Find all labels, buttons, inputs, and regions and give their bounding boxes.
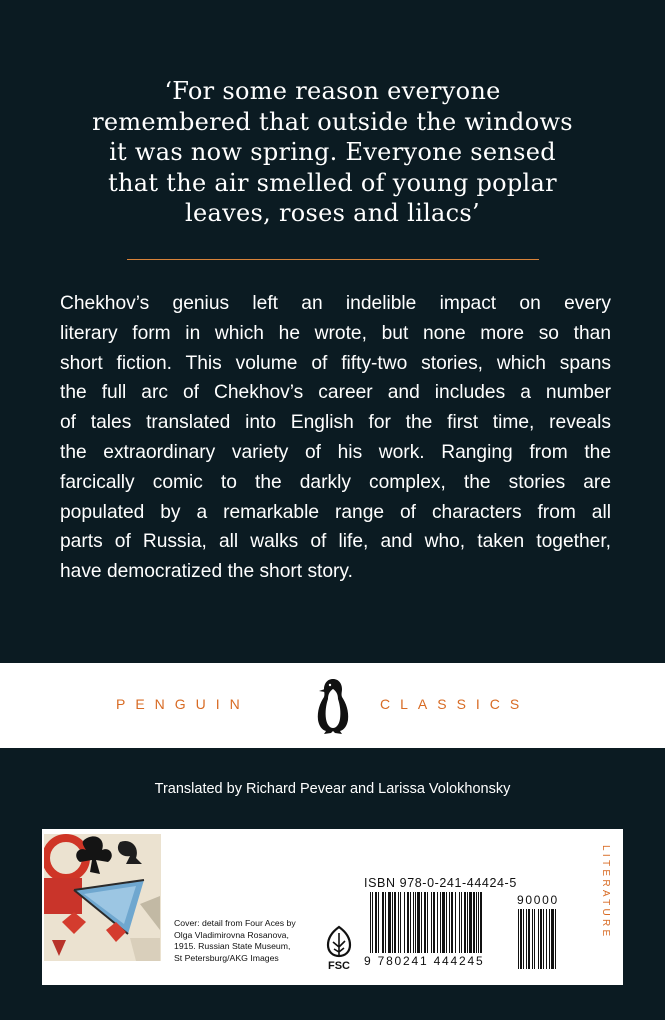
barcode-bar <box>469 892 472 953</box>
barcode-bar <box>467 892 468 953</box>
isbn-label: ISBN 978-0-241-44424-5 <box>364 876 517 890</box>
blurb-line: the extraordinary variety of his work. Ranging from the <box>60 441 611 463</box>
barcode-bar <box>455 892 456 953</box>
barcode-bar <box>392 892 393 953</box>
price-code: 90000 <box>517 893 559 907</box>
barcode-bar <box>404 892 405 953</box>
cover-credit-line: Cover: detail from Four Aces by <box>174 918 296 928</box>
barcode-bar <box>518 909 519 969</box>
barcode-bar <box>543 909 544 969</box>
barcode-bar <box>442 892 445 953</box>
cover-credit <box>174 918 324 964</box>
cover-credit-line: St Petersburg/AKG Images <box>174 952 279 963</box>
quote-line: remembered that outside the windows <box>92 107 573 136</box>
barcode-bar <box>417 892 420 953</box>
quote-line: leaves, roses and lilacs’ <box>185 199 480 227</box>
barcode-bar <box>388 892 391 953</box>
barcode-bar <box>480 892 482 953</box>
pull-quote <box>60 76 605 229</box>
cover-credit-line: 1915. Russian State Museum, <box>174 941 291 951</box>
barcode-bar <box>534 909 535 969</box>
barcode-bar <box>437 892 438 953</box>
barcode-bar <box>451 892 453 953</box>
barcode-bar <box>433 892 435 953</box>
barcode-number: 9 780241 444245 <box>364 954 485 968</box>
blurb-line: farcically comic to the darkly complex, the stories are <box>60 471 611 493</box>
barcode-bar <box>528 909 530 969</box>
barcode-bar <box>526 909 527 969</box>
barcode-bar <box>427 892 428 953</box>
series-word-classics: CLASSICS <box>380 696 530 712</box>
blurb-line: Chekhov’s genius left an indelible impact on every <box>60 293 611 314</box>
barcode-bar <box>385 892 386 953</box>
fsc-label: FSC <box>328 960 350 972</box>
cover-credit-line: Olga Vladimirovna Rosanova, <box>174 929 289 940</box>
blurb-line: the full arc of Chekhov’s career and includes a number <box>60 382 611 404</box>
quote-divider <box>127 259 539 260</box>
barcode-bar <box>461 892 462 953</box>
translator-credit: Translated by Richard Pevear and Larissa Volokhonsky <box>154 781 511 797</box>
blurb-line: parts of Russia, all walks of life, and who, taken together, <box>60 531 611 553</box>
blurb-line: have democratized the short story. <box>60 561 353 583</box>
barcode-bar <box>378 892 379 953</box>
blurb-line: populated by a remarkable range of characters from all <box>60 501 611 523</box>
quote-line: ‘For some reason everyone <box>164 77 501 105</box>
series-word-penguin: PENGUIN <box>116 696 250 712</box>
barcode-bar <box>446 892 447 953</box>
quote-line: that the air smelled of young poplar <box>108 168 557 197</box>
barcode-bar <box>473 892 475 953</box>
barcode-bar <box>449 892 450 953</box>
barcode-main <box>370 892 500 953</box>
barcode-bar <box>413 892 414 953</box>
barcode-panel <box>42 829 623 985</box>
barcode-bar <box>407 892 409 953</box>
barcode-bar <box>459 892 460 953</box>
barcode-bar <box>400 892 401 953</box>
barcode-bar <box>549 909 550 969</box>
fsc-logo <box>320 924 358 972</box>
barcode-bar <box>394 892 396 953</box>
four-aces-painting <box>44 834 161 961</box>
barcode-bar <box>440 892 441 953</box>
barcode-bar <box>476 892 477 953</box>
category-label: LITERATURE <box>600 845 611 940</box>
blurb-text <box>60 289 611 587</box>
barcode-bar <box>375 892 377 953</box>
barcode-bar <box>410 892 411 953</box>
cover-art-thumbnail <box>44 834 161 961</box>
barcode-bar <box>540 909 542 969</box>
barcode-bar <box>421 892 422 953</box>
barcode-bar <box>523 909 524 969</box>
barcode-bar <box>382 892 384 953</box>
barcode-bar <box>532 909 533 969</box>
quote-line: it was now spring. Everyone sensed <box>109 138 556 166</box>
barcode-bar <box>551 909 554 969</box>
barcode-bar <box>431 892 432 953</box>
barcode-bar <box>555 909 556 969</box>
barcode-bar <box>464 892 466 953</box>
barcode-bar <box>546 909 547 969</box>
barcode-bar <box>398 892 399 953</box>
blurb-line: literary form in which he wrote, but none more so than <box>60 322 611 344</box>
blurb-line: short fiction. This volume of fifty-two stories, which spans <box>60 352 611 374</box>
blurb-line: of tales translated into English for the first time, reveals <box>60 412 611 434</box>
series-band <box>0 663 665 748</box>
barcode-bar <box>415 892 416 953</box>
barcode-addon <box>518 909 564 969</box>
barcode-bar <box>424 892 426 953</box>
barcode-bar <box>538 909 539 969</box>
barcode-bar <box>520 909 522 969</box>
barcode-bar <box>478 892 479 953</box>
barcode-bar <box>372 892 373 953</box>
penguin-icon <box>313 677 353 735</box>
barcode-bar <box>370 892 371 953</box>
